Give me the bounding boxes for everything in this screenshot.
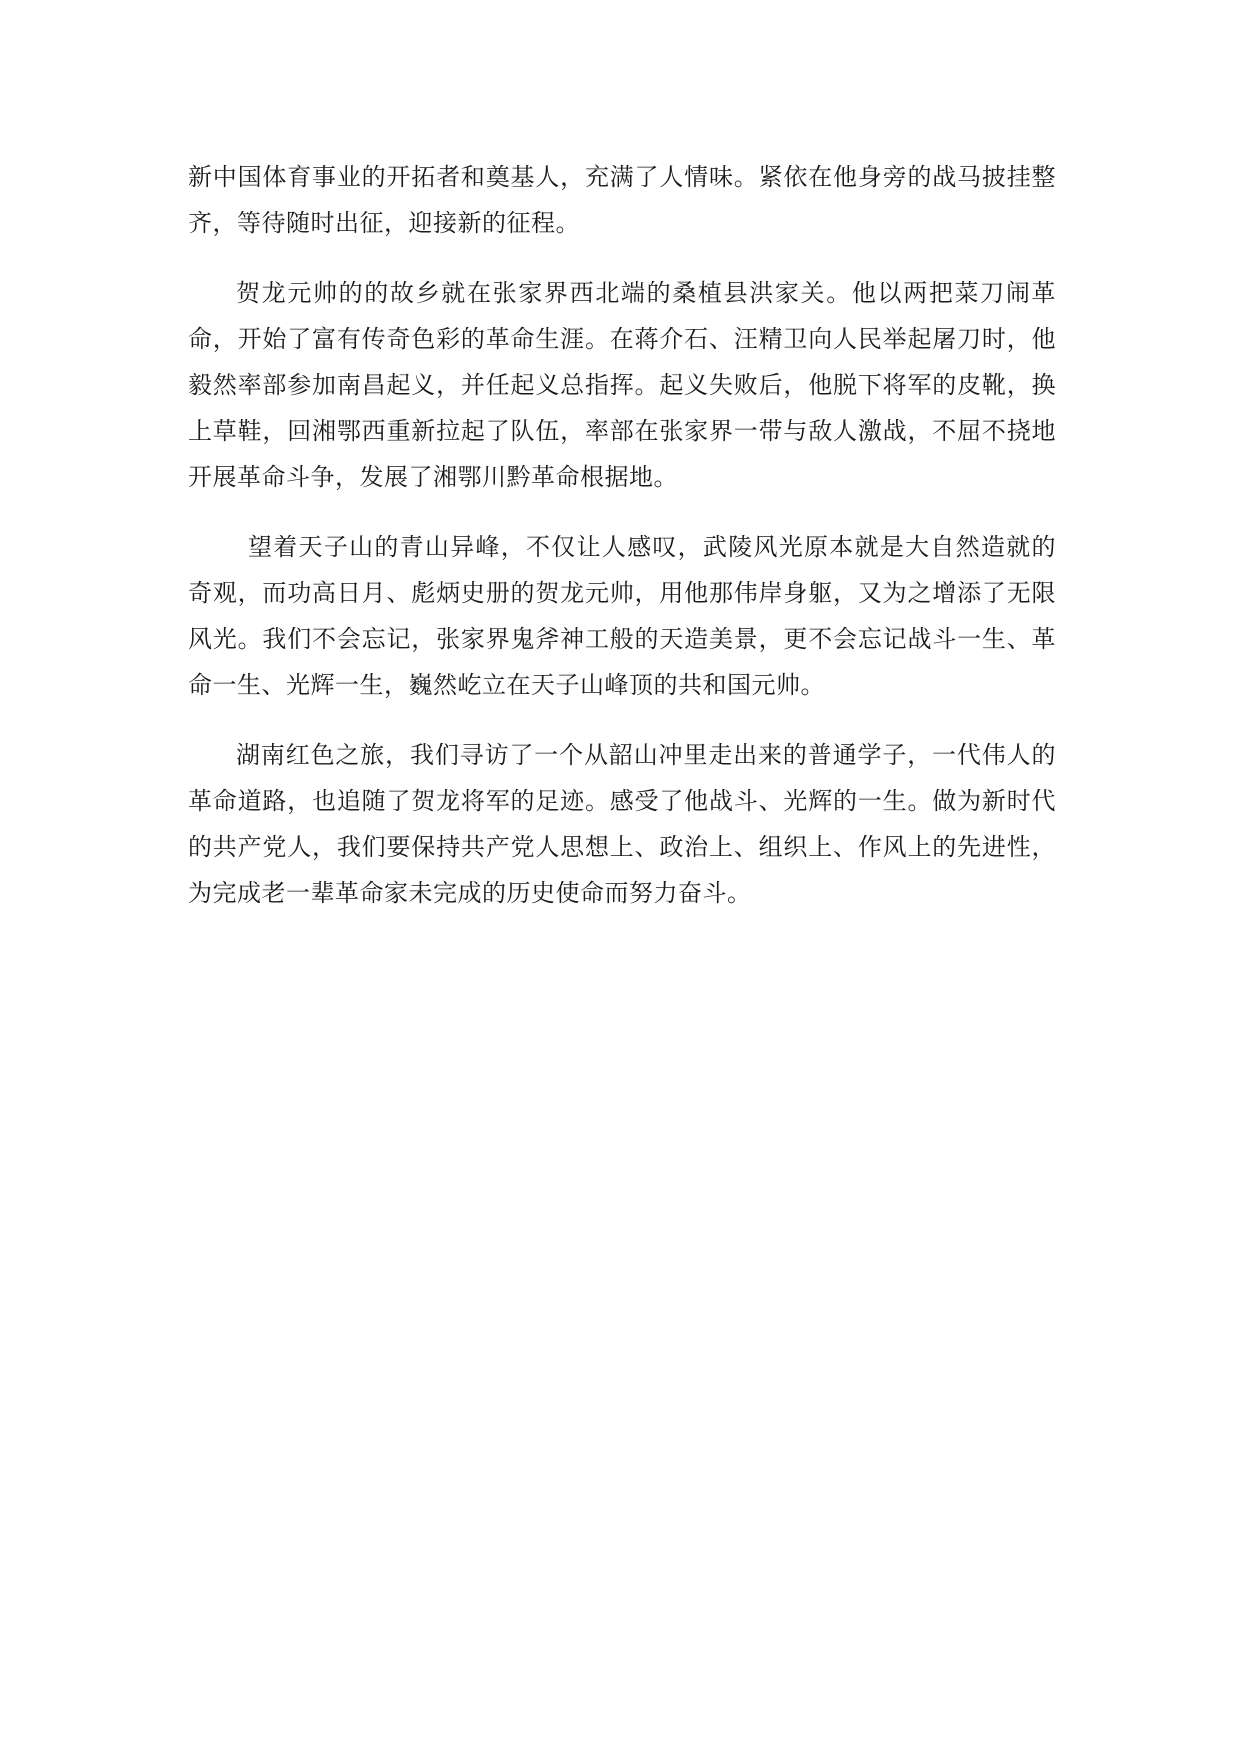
paragraph-gap (188, 500, 1056, 524)
paragraph-tianzi-mountain: 望着天子山的青山异峰，不仅让人感叹，武陵风光原本就是大自然造就的奇观，而功高日月、彪炳史册的贺龙元帅，用他那伟岸身躯，又为之增添了无限风光。我们不会忘记，张家界鬼斧神工般的天造美景，更不会忘记战斗一生、革命一生、光辉一生，巍然屹立在天子山峰顶的共和国元帅。 (188, 533, 1056, 699)
paragraph-helong-hometown: 贺龙元帅的的故乡就在张家界西北端的桑植县洪家关。他以两把菜刀闹革命，开始了富有传奇色彩的革命生涯。在蒋介石、汪精卫向人民举起屠刀时，他毅然率部参加南昌起义，并任起义总指挥。起义失败后，他脱下将军的皮靴，换上草鞋，回湘鄂西重新拉起了队伍，率部在张家界一带与敌人激战，不屈不挠地开展革命斗争，发展了湘鄂川黔革命根据地。 (188, 279, 1056, 491)
body-text (188, 154, 1056, 916)
paragraph-continued: 新中国体育事业的开拓者和奠基人，充满了人情味。紧依在他身旁的战马披挂整齐，等待随时出征，迎接新的征程。 (188, 163, 1056, 237)
paragraph-red-tour: 湖南红色之旅，我们寻访了一个从韶山冲里走出来的普通学子，一代伟人的革命道路，也追随了贺龙将军的足迹。感受了他战斗、光辉的一生。做为新时代的共产党人，我们要保持共产党人思想上、政治上、组织上、作风上的先进性，为完成老一辈革命家未完成的历史使命而努力奋斗。 (188, 741, 1056, 907)
paragraph-gap (188, 246, 1056, 270)
paragraph-gap (188, 708, 1056, 732)
